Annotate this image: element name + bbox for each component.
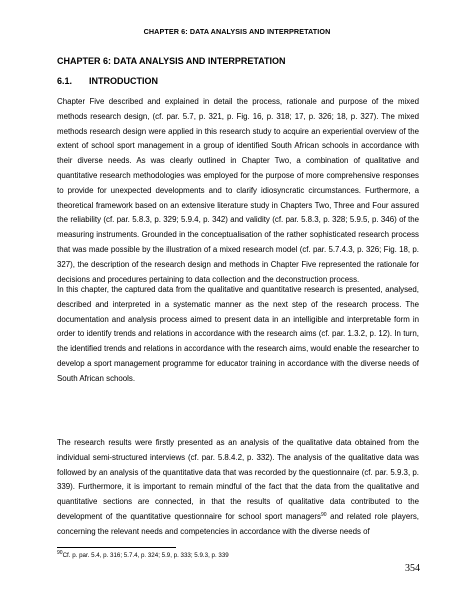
footnote [57,552,229,559]
footnote-text: Cf. p. par. 5.4, p. 316; 5.7.4, p. 324; 5.9, p. 333; 5.9.3, p. 339 [62,552,229,559]
paragraph-3-text-b: and related role players, concerning the relevant needs and competencies in accordance with the diverse needs of [57,511,419,536]
section-heading [57,76,158,86]
paragraph-2: In this chapter, the captured data from the qualitative and quantitative research is presented, analysed, described and interpreted in a systematic manner as the next step of the research process. The documentation and analysis process aimed to present data in an intelligible and interpretable form in order to identify trends and relations in accordance with the research aims (cf. par. 1.3.2, p. 12). In turn, the identified trends and relations in accordance with the research aims, would enable the researcher to develop a sport management programme for educator training in accordance with the diverse needs of South African schools. [57,285,419,383]
section-title: INTRODUCTION [89,76,158,86]
page-number: 354 [405,563,420,574]
footnote-marker: 90 [57,550,63,556]
paragraph-3 [57,436,419,540]
section-number: 6.1. [57,76,73,86]
paragraph-1: Chapter Five described and explained in detail the process, rationale and purpose of the mixed methods research design, (cf. par. 5.7, p. 321, p. Fig. 16, p. 318; 17, p. 326; 18, p. 327). The mixed methods research design were applied in this research study to acquire an experiential overview of the extent of school sport management in a group of identified South African schools in accordance with their diverse needs. As was clearly outlined in Chapter Two, a combination of qualitative and quantitative research methodologies was employed for the purpose of more comprehensive responses to provide for unexpected developments and to clarify idiosyncratic circumstances. Furthermore, a theoretical framework based on an extensive literature study in Chapters Two, Three and Four assured the reliability (cf. par. 5.8.3, p. 329; 5.9.4, p. 342) and validity (cf. par. 5.8.3, p. 328; 5.9.5, p. 346) of the measuring instruments. Grounded in the conceptualisation of the rather sophisticated research process that was made possible by the illustration of a mixed research model (cf. par. 5.7.4.3, p. 326; Fig. 18, p. 327), the description of the research design and methods in Chapter Five represented the rationale for decisions and procedures pertaining to data collection and the deconstruction process. [57,97,419,284]
running-header: CHAPTER 6: DATA ANALYSIS AND INTERPRETATION [143,27,331,36]
paragraph-3-text-a: The research results were firstly presented as an analysis of the qualitative data obtained from the individual semi-structured interviews (cf. par. 5.8.4.2, p. 332). The analysis of the qualitative data was followed by an analysis of the quantitative data that was recorded by the questionnaire (cf. par. 5.9.3, p. 339). Furthermore, it is important to remain mindful of the fact that the data from the qualitative and quantitative sections are connected, in that the results of qualitative data contributed to the development of the quantitative questionnaire for school sport managers [57,438,419,521]
footnote-divider [57,547,176,548]
footnote-reference: 90 [320,511,327,518]
chapter-title: CHAPTER 6: DATA ANALYSIS AND INTERPRETATION [57,56,286,66]
